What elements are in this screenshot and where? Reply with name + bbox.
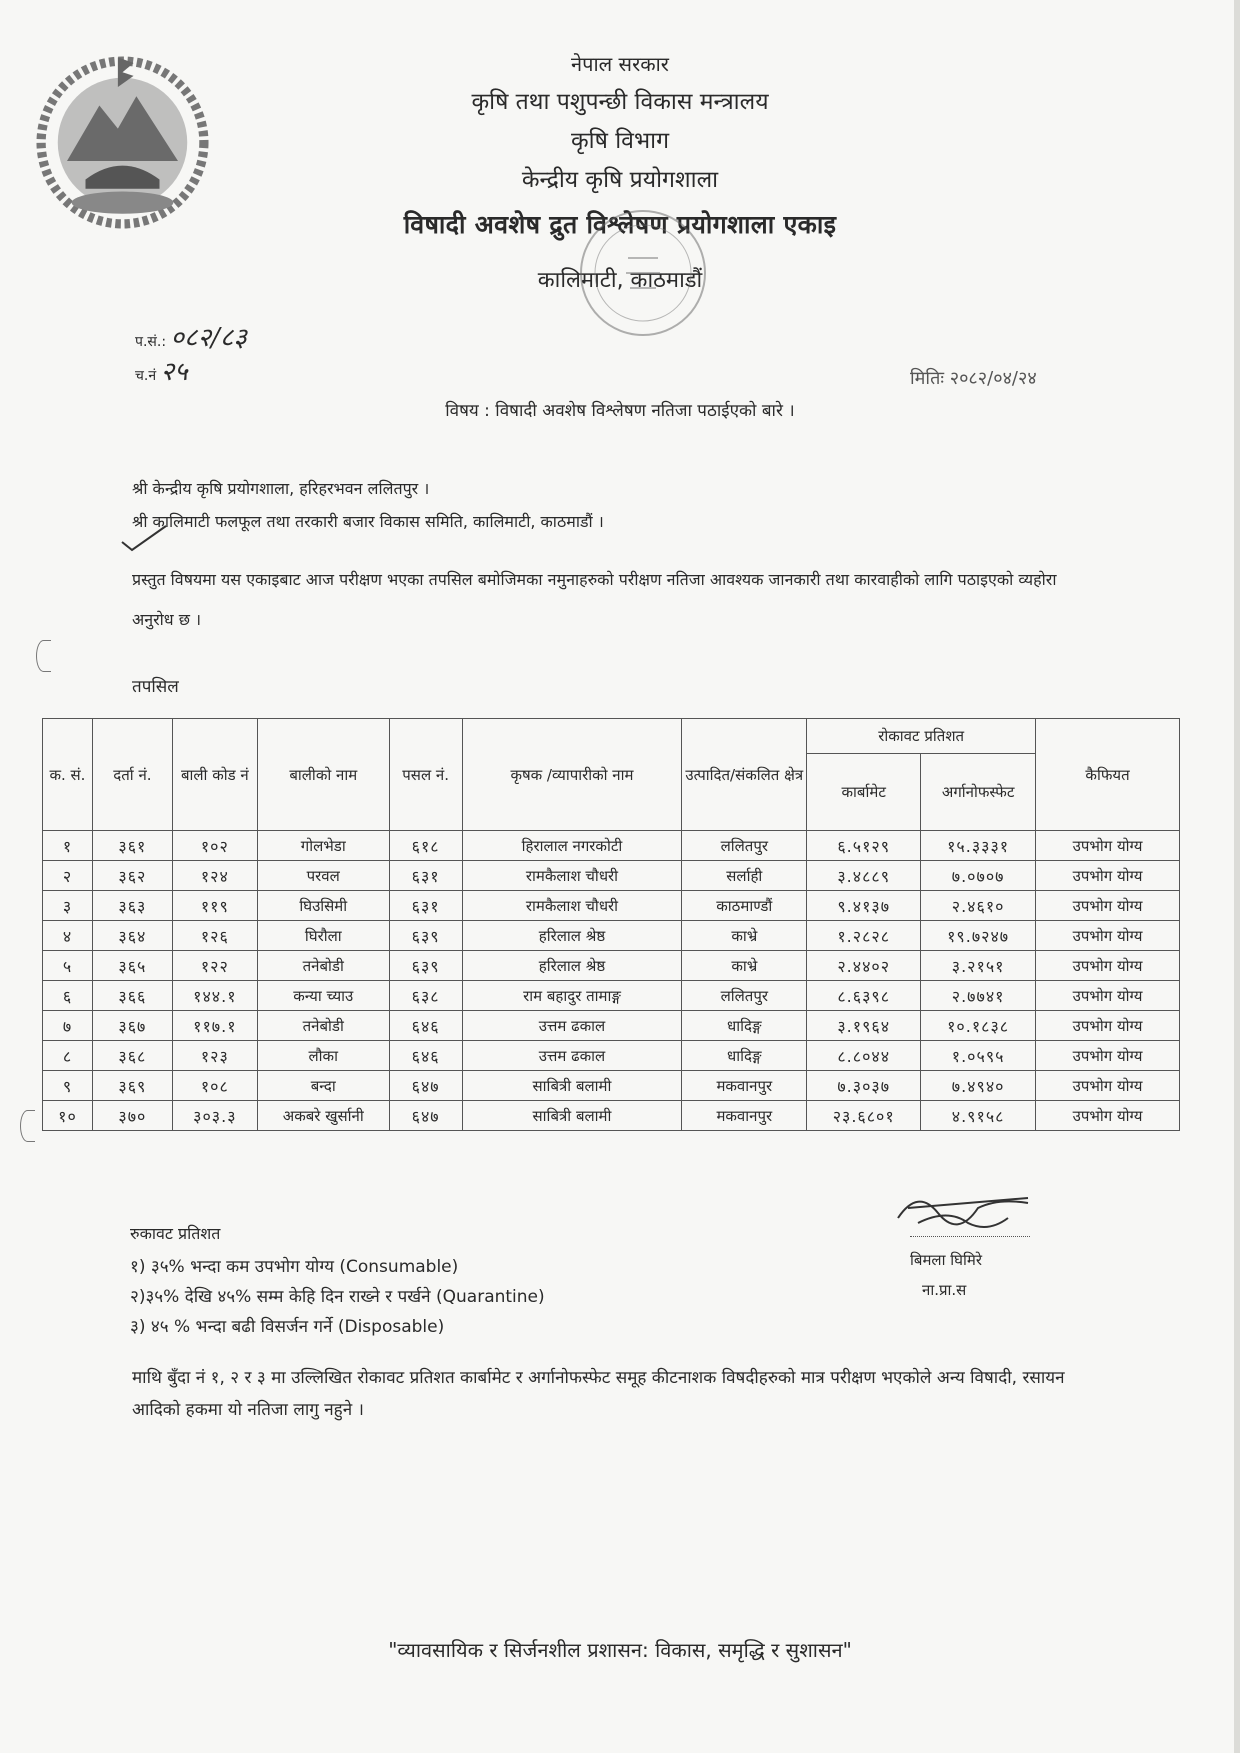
cell-carb: ९.४१३७: [807, 891, 921, 921]
table-row: [43, 921, 1180, 951]
reference-label: प.सं.:: [135, 334, 167, 350]
punch-hole-mark: [36, 640, 51, 672]
results-table: [42, 718, 1180, 1131]
cell-org: १५.३३३१: [921, 831, 1036, 861]
cell-org: ४.९१५८: [921, 1101, 1036, 1131]
cell-shop: ६३८: [389, 981, 462, 1011]
cell-reg: ३६४: [92, 921, 172, 951]
header-sn: क. सं.: [43, 719, 93, 831]
cell-farmer: हरिलाल श्रेष्ठ: [462, 921, 682, 951]
cell-farmer: साबित्री बलामी: [462, 1071, 682, 1101]
cell-code: १२२: [172, 951, 257, 981]
cell-carb: ८.८०४४: [807, 1041, 921, 1071]
legend-item-disposable: ३) ४५ % भन्दा बढी विसर्जन गर्ने (Disposable): [130, 1317, 445, 1337]
cell-area: ललितपुर: [682, 981, 807, 1011]
cell-crop: परवल: [257, 861, 389, 891]
govt-name: नेपाल सरकार: [571, 52, 669, 76]
cell-org: १.०५९५: [921, 1041, 1036, 1071]
cell-carb: ८.६३९८: [807, 981, 921, 1011]
cell-shop: ६४६: [389, 1041, 462, 1071]
cell-remark: उपभोग योग्य: [1036, 891, 1180, 921]
cell-carb: २३.६८०१: [807, 1101, 921, 1131]
cell-code: ११७.१: [172, 1011, 257, 1041]
cell-shop: ६४७: [389, 1101, 462, 1131]
cell-remark: उपभोग योग्य: [1036, 1011, 1180, 1041]
cell-shop: ६१८: [389, 831, 462, 861]
table-row: [43, 891, 1180, 921]
header-remarks: कैफियत: [1036, 719, 1180, 831]
cell-crop: कन्या च्याउ: [257, 981, 389, 1011]
cell-area: ललितपुर: [682, 831, 807, 861]
cell-sn: ४: [43, 921, 93, 951]
cell-area: काभ्रे: [682, 951, 807, 981]
cell-remark: उपभोग योग्य: [1036, 1041, 1180, 1071]
header-area: उत्पादित/संकलित क्षेत्र: [682, 719, 807, 831]
note-paragraph: माथि बुँदा नं १, २ र ३ मा उल्लिखित रोकावट प्रतिशत कार्बामेट र अर्गानोफस्फेट समूह कीटनाशक विषदीहरुको मात्र परीक्षण भएकोले अन्य विषादी, रसायन आदिको हकमा यो नतिजा लागु नहुने ।: [132, 1368, 1065, 1420]
cell-area: धादिङ्ग: [682, 1041, 807, 1071]
cell-sn: ७: [43, 1011, 93, 1041]
cell-area: काठमाण्डौं: [682, 891, 807, 921]
cell-sn: ३: [43, 891, 93, 921]
table-row: [43, 1071, 1180, 1101]
unit-name: विषादी अवशेष द्रुत विश्लेषण प्रयोगशाला एकाइ: [403, 210, 837, 239]
header-inhibition: रोकावट प्रतिशत: [807, 719, 1036, 754]
cell-area: सर्लाही: [682, 861, 807, 891]
cell-code: १२३: [172, 1041, 257, 1071]
cell-code: १४४.१: [172, 981, 257, 1011]
cell-shop: ६३१: [389, 891, 462, 921]
cell-crop: घिउसिमी: [257, 891, 389, 921]
legend-item-quarantine: २)३५% देखि ४५% सम्म केहि दिन राख्ने र पर्खने (Quarantine): [130, 1287, 545, 1307]
cell-carb: ६.५१२९: [807, 831, 921, 861]
cell-sn: २: [43, 861, 93, 891]
cell-reg: ३६५: [92, 951, 172, 981]
reference-value: ०८२/८३: [170, 323, 247, 353]
dispatch-value: २५: [160, 357, 188, 387]
cell-reg: ३६२: [92, 861, 172, 891]
dispatch-label: च.नं: [135, 368, 157, 384]
signatory-title: ना.प्रा.स: [922, 1281, 967, 1299]
cell-shop: ६३१: [389, 861, 462, 891]
cell-code: ११९: [172, 891, 257, 921]
cell-carb: २.४४०२: [807, 951, 921, 981]
cell-area: काभ्रे: [682, 921, 807, 951]
table-row: [43, 1101, 1180, 1131]
cell-carb: ३.१९६४: [807, 1011, 921, 1041]
cell-crop: तनेबोडी: [257, 951, 389, 981]
cell-org: ७.४९४०: [921, 1071, 1036, 1101]
cell-remark: उपभोग योग्य: [1036, 861, 1180, 891]
letter-subject: विषय : विषादी अवशेष विश्लेषण नतिजा पठाईएको बारे ।: [445, 401, 795, 421]
header-organophosphate: अर्गानोफस्फेट: [921, 754, 1036, 831]
cell-area: धादिङ्ग: [682, 1011, 807, 1041]
dispatch-number: [135, 352, 188, 388]
punch-hole-mark: [20, 1110, 35, 1142]
cell-remark: उपभोग योग्य: [1036, 1101, 1180, 1131]
cell-sn: १: [43, 831, 93, 861]
table-row: [43, 861, 1180, 891]
cell-crop: बन्दा: [257, 1071, 389, 1101]
body-paragraph: प्रस्तुत विषयमा यस एकाइबाट आज परीक्षण भएका तपसिल बमोजिमका नमुनाहरुको परीक्षण नतिजा आवश्यक जानकारी तथा कारवाहीको लागि पठाइएको व्यहोरा अनुरोध छ ।: [132, 570, 1057, 629]
cell-area: मकवानपुर: [682, 1071, 807, 1101]
cell-remark: उपभोग योग्य: [1036, 981, 1180, 1011]
cell-sn: ९: [43, 1071, 93, 1101]
cell-org: ३.२१५१: [921, 951, 1036, 981]
cell-reg: ३७०: [92, 1101, 172, 1131]
header-crop-code: बाली कोड नं: [172, 719, 257, 831]
cell-farmer: रामकैलाश चौधरी: [462, 891, 682, 921]
ministry-name: कृषि तथा पशुपन्छी विकास मन्त्रालय: [471, 89, 769, 115]
cell-sn: ५: [43, 951, 93, 981]
recipient-1: श्री केन्द्रीय कृषि प्रयोगशाला, हरिहरभवन ललितपुर ।: [132, 479, 430, 498]
cell-shop: ६३९: [389, 921, 462, 951]
cell-reg: ३६९: [92, 1071, 172, 1101]
header-shop: पसल नं.: [389, 719, 462, 831]
header-carbamate: कार्बामेट: [807, 754, 921, 831]
reference-number: [135, 318, 247, 354]
legend-item-consumable: १) ३५% भन्दा कम उपभोग योग्य (Consumable): [130, 1257, 459, 1277]
cell-reg: ३६६: [92, 981, 172, 1011]
cell-sn: १०: [43, 1101, 93, 1131]
checkmark-icon: [120, 522, 168, 552]
cell-remark: उपभोग योग्य: [1036, 951, 1180, 981]
cell-remark: उपभोग योग्य: [1036, 831, 1180, 861]
cell-crop: गोलभेडा: [257, 831, 389, 861]
cell-farmer: हरिलाल श्रेष्ठ: [462, 951, 682, 981]
cell-org: १९.७२४७: [921, 921, 1036, 951]
cell-crop: लौका: [257, 1041, 389, 1071]
cell-org: २.४६१०: [921, 891, 1036, 921]
details-heading: तपसिल: [132, 677, 179, 697]
footer-motto: "व्यावसायिक र सिर्जनशील प्रशासन: विकास, समृद्धि र सुशासन": [388, 1638, 852, 1662]
cell-sn: ८: [43, 1041, 93, 1071]
cell-code: १०८: [172, 1071, 257, 1101]
office-address: कालिमाटी, काठमाडौं: [537, 268, 703, 293]
cell-reg: ३६१: [92, 831, 172, 861]
cell-farmer: साबित्री बलामी: [462, 1101, 682, 1131]
department-name: कृषि विभाग: [570, 128, 670, 154]
cell-carb: ३.४८८९: [807, 861, 921, 891]
cell-farmer: राम बहादुर तामाङ्ग: [462, 981, 682, 1011]
header-crop-name: बालीको नाम: [257, 719, 389, 831]
cell-remark: उपभोग योग्य: [1036, 921, 1180, 951]
lab-name: केन्द्रीय कृषि प्रयोगशाला: [521, 167, 719, 193]
header-farmer: कृषक /व्यापारीको नाम: [462, 719, 682, 831]
cell-org: १०.१८३८: [921, 1011, 1036, 1041]
cell-crop: तनेबोडी: [257, 1011, 389, 1041]
table-row: [43, 831, 1180, 861]
table-row: [43, 981, 1180, 1011]
cell-shop: ६३९: [389, 951, 462, 981]
cell-crop: अकबरे खुर्सानी: [257, 1101, 389, 1131]
cell-sn: ६: [43, 981, 93, 1011]
table-row: [43, 1011, 1180, 1041]
header-reg: दर्ता नं.: [92, 719, 172, 831]
signature-line: [910, 1236, 1030, 1237]
cell-code: ३०३.३: [172, 1101, 257, 1131]
cell-shop: ६४७: [389, 1071, 462, 1101]
cell-farmer: रामकैलाश चौधरी: [462, 861, 682, 891]
signatory-name: बिमला घिमिरे: [910, 1251, 982, 1269]
office-stamp: [568, 198, 718, 348]
legend-title: रुकावट प्रतिशत: [130, 1224, 221, 1243]
letter-date: मितिः २०८२/०४/२४: [910, 368, 1037, 389]
cell-farmer: उत्तम ढकाल: [462, 1011, 682, 1041]
cell-code: १२४: [172, 861, 257, 891]
cell-org: २.७७४१: [921, 981, 1036, 1011]
table-row: [43, 1041, 1180, 1071]
cell-reg: ३६३: [92, 891, 172, 921]
signature-image: [888, 1178, 1038, 1238]
cell-code: १२६: [172, 921, 257, 951]
cell-carb: १.२८२८: [807, 921, 921, 951]
cell-farmer: उत्तम ढकाल: [462, 1041, 682, 1071]
cell-farmer: हिरालाल नगरकोटी: [462, 831, 682, 861]
cell-reg: ३६८: [92, 1041, 172, 1071]
table-row: [43, 951, 1180, 981]
cell-reg: ३६७: [92, 1011, 172, 1041]
cell-carb: ७.३०३७: [807, 1071, 921, 1101]
cell-shop: ६४६: [389, 1011, 462, 1041]
cell-code: १०२: [172, 831, 257, 861]
cell-crop: घिरौला: [257, 921, 389, 951]
cell-area: मकवानपुर: [682, 1101, 807, 1131]
cell-org: ७.०७०७: [921, 861, 1036, 891]
cell-remark: उपभोग योग्य: [1036, 1071, 1180, 1101]
page-edge: [1234, 0, 1240, 1753]
recipient-2: श्री कालिमाटी फलफूल तथा तरकारी बजार विकास समिति, कालिमाटी, काठमाडौं ।: [132, 512, 604, 531]
